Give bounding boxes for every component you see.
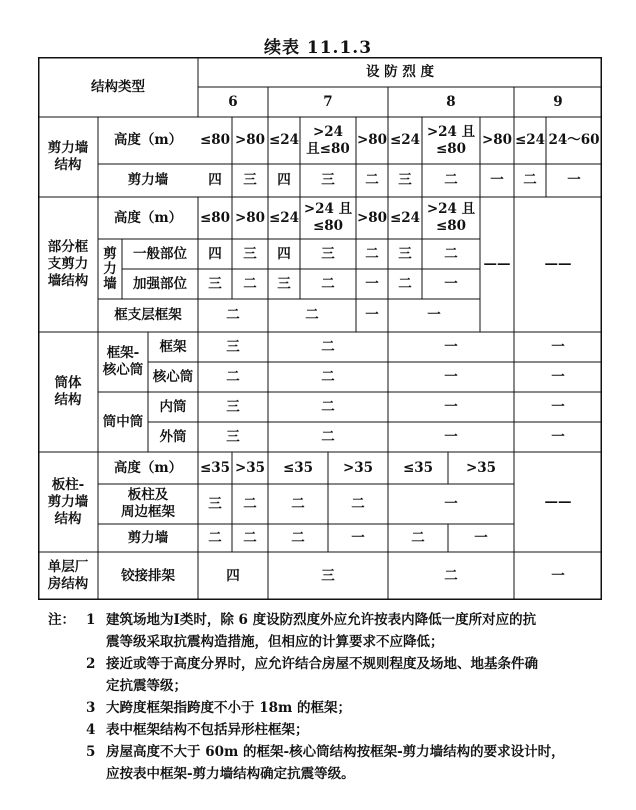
shear-wall-height-cell: >80 bbox=[481, 132, 513, 148]
partial-frame-cell: >80 bbox=[234, 209, 266, 226]
partial-frame-dash-8: —— bbox=[483, 256, 511, 272]
shear-wall-grade-cell: 三 bbox=[243, 172, 257, 188]
partial-frame-cell: 二 bbox=[398, 275, 412, 292]
single-storey-group: 单层厂 房结构 bbox=[47, 559, 89, 592]
notes-lead: 注： bbox=[48, 612, 75, 628]
note-line: 震等级采取抗震构造措施，但相应的计算要求不应降低； bbox=[106, 634, 444, 650]
header-intensity: 设 防 烈 度 bbox=[365, 63, 435, 80]
header-level-7: 7 bbox=[323, 93, 333, 110]
shear-wall-grade-cell: 三 bbox=[321, 172, 335, 188]
tube-in-tube-label: 筒中筒 bbox=[102, 413, 144, 430]
partial-frame-general-label: 一般部位 bbox=[133, 245, 187, 262]
shear-wall-height-cell: ≤24 bbox=[514, 132, 546, 148]
single-storey-label: 铰接排架 bbox=[121, 567, 175, 584]
partial-frame-cell: 一 bbox=[365, 275, 379, 292]
note-number: 2 bbox=[86, 656, 96, 672]
tube-cell: 三 bbox=[226, 338, 240, 355]
slab-column-cell: ≤35 bbox=[199, 459, 231, 476]
note-line: 定抗震等级； bbox=[106, 678, 187, 694]
note-number: 5 bbox=[86, 744, 96, 760]
slab-column-cell: >35 bbox=[234, 459, 266, 476]
partial-frame-cell: 二 bbox=[365, 245, 379, 262]
note-number: 3 bbox=[86, 700, 96, 716]
tube-cell: 二 bbox=[321, 368, 335, 385]
shear-wall-height-cell: >80 bbox=[356, 132, 388, 148]
slab-column-frame-label: 板柱及 周边框架 bbox=[121, 487, 175, 520]
tube-cell: 一 bbox=[444, 368, 458, 385]
shear-wall-height-cell: ≤80 bbox=[199, 132, 231, 148]
slab-column-cell: 一 bbox=[351, 529, 365, 546]
slab-column-cell: 二 bbox=[351, 495, 365, 512]
tube-cell: 三 bbox=[226, 398, 240, 415]
partial-frame-strengthened-label: 加强部位 bbox=[133, 275, 187, 292]
partial-frame-group: 部分框 支剪力 墙结构 bbox=[47, 239, 89, 289]
partial-frame-cell: ≤24 bbox=[389, 209, 421, 226]
table-notes bbox=[18, 609, 618, 785]
slab-column-cell: 二 bbox=[208, 529, 222, 546]
partial-frame-cell: 二 bbox=[305, 307, 319, 323]
tube-cell: 一 bbox=[444, 338, 458, 355]
shear-wall-grade-cell: 四 bbox=[208, 172, 222, 188]
tube-tt-outer-label: 外筒 bbox=[159, 428, 187, 445]
tube-fc-frame-label: 框架 bbox=[159, 338, 187, 355]
single-storey-cell: 四 bbox=[226, 567, 240, 584]
note-number: 1 bbox=[86, 612, 96, 628]
shear-wall-height-cell: >24 且 ≤80 bbox=[426, 123, 476, 157]
partial-frame-cell: 二 bbox=[226, 307, 240, 323]
note-line: 房屋高度不大于 60m 的框架-核心筒结构按框架-剪力墙结构的要求设计时， bbox=[106, 744, 565, 760]
slab-column-cell: >35 bbox=[342, 459, 374, 476]
slab-column-cell: 二 bbox=[243, 529, 257, 546]
partial-frame-cell: 三 bbox=[277, 275, 291, 292]
tube-cell: 一 bbox=[551, 338, 565, 355]
header-level-8: 8 bbox=[446, 93, 456, 110]
partial-frame-cell: 三 bbox=[243, 245, 257, 262]
tube-fc-core-label: 核心筒 bbox=[152, 368, 194, 385]
tube-cell: 一 bbox=[551, 368, 565, 385]
slab-column-cell: 二 bbox=[243, 495, 257, 512]
slab-column-cell: 二 bbox=[291, 529, 305, 546]
tube-cell: 二 bbox=[321, 338, 335, 355]
slab-column-group: 板柱- 剪力墙 结构 bbox=[47, 476, 89, 527]
shear-wall-height-label: 高度（m） bbox=[113, 132, 183, 148]
shear-wall-height-cell: >24 且≤80 bbox=[306, 123, 350, 157]
header-level-9: 9 bbox=[553, 93, 563, 110]
slab-column-cell: 一 bbox=[474, 529, 488, 546]
tube-cell: 一 bbox=[551, 428, 565, 445]
partial-frame-cell: 一 bbox=[365, 307, 379, 323]
note-3 bbox=[18, 697, 618, 719]
note-line: 表中框架结构不包括异形柱框架； bbox=[106, 722, 309, 738]
shear-wall-height-cell: 24～60 bbox=[548, 132, 600, 148]
single-storey-cell: 二 bbox=[444, 567, 458, 584]
slab-column-dash-9: —— bbox=[544, 493, 572, 510]
partial-frame-cell: >80 bbox=[356, 209, 388, 226]
single-storey-cell: 三 bbox=[321, 567, 335, 584]
tube-cell: 一 bbox=[444, 398, 458, 415]
partial-frame-cell: ≤24 bbox=[268, 209, 300, 226]
partial-frame-height-label: 高度（m） bbox=[113, 209, 183, 226]
partial-frame-cell: 四 bbox=[208, 245, 222, 262]
shear-wall-grade-cell: 三 bbox=[398, 172, 412, 188]
slab-column-cell: 二 bbox=[291, 495, 305, 512]
partial-frame-cell: 二 bbox=[243, 275, 257, 292]
shear-wall-grade-cell: 一 bbox=[567, 172, 581, 188]
note-number: 4 bbox=[86, 722, 96, 738]
shear-wall-height-cell: >80 bbox=[234, 132, 266, 148]
tube-tt-inner-label: 内筒 bbox=[159, 398, 187, 415]
table-title: 续表 11.1.3 bbox=[263, 38, 373, 58]
slab-column-cell: 三 bbox=[208, 495, 222, 512]
partial-frame-wall-label: 剪 力 墙 bbox=[103, 245, 117, 292]
partial-frame-cell: 二 bbox=[321, 275, 335, 292]
shear-wall-group: 剪力墙 结构 bbox=[47, 140, 89, 173]
note-5 bbox=[18, 741, 618, 785]
partial-frame-cell: 一 bbox=[444, 275, 458, 292]
note-2 bbox=[18, 653, 618, 697]
tube-frame-core-label: 框架- 核心筒 bbox=[102, 345, 144, 378]
note-line: 接近或等于高度分界时，应允许结合房屋不规则程度及场地、地基条件确 bbox=[106, 656, 538, 672]
tube-cell: 二 bbox=[226, 368, 240, 385]
tube-cell: 三 bbox=[226, 428, 240, 445]
shear-wall-grade-cell: 二 bbox=[444, 172, 458, 188]
note-1 bbox=[18, 609, 618, 653]
seismic-grade-table bbox=[38, 57, 602, 600]
shear-wall-grade-cell: 二 bbox=[523, 172, 537, 188]
slab-column-cell: ≤35 bbox=[402, 459, 434, 476]
note-line: 应按表中框架-剪力墙结构确定抗震等级。 bbox=[106, 766, 355, 782]
tube-group: 筒体 结构 bbox=[54, 375, 82, 408]
shear-wall-height-cell: ≤24 bbox=[268, 132, 300, 148]
shear-wall-wall-label: 剪力墙 bbox=[127, 172, 169, 188]
tube-cell: 一 bbox=[551, 398, 565, 415]
note-line: 大跨度框架指跨度不小于 18m 的框架； bbox=[106, 700, 351, 716]
slab-column-cell: ≤35 bbox=[282, 459, 314, 476]
tube-cell: 一 bbox=[444, 428, 458, 445]
shear-wall-grade-cell: 二 bbox=[365, 172, 379, 188]
partial-frame-cell: >24 且 ≤80 bbox=[426, 201, 476, 234]
partial-frame-cell: 三 bbox=[398, 245, 412, 262]
partial-frame-cell: 三 bbox=[321, 245, 335, 262]
header-structure-type: 结构类型 bbox=[91, 78, 145, 95]
header-level-6: 6 bbox=[228, 93, 238, 110]
partial-frame-cell: 二 bbox=[444, 245, 458, 262]
partial-frame-cell: 一 bbox=[427, 307, 441, 323]
slab-column-cell: >35 bbox=[465, 459, 497, 476]
note-line: 建筑场地为Ⅰ类时，除 6 度设防烈度外应允许按表内降低一度所对应的抗 bbox=[106, 612, 537, 628]
slab-column-cell: 一 bbox=[444, 495, 458, 512]
tube-cell: 二 bbox=[321, 428, 335, 445]
shear-wall-grade-cell: 四 bbox=[277, 172, 291, 188]
shear-wall-height-cell: ≤24 bbox=[389, 132, 421, 148]
slab-column-cell: 二 bbox=[411, 529, 425, 546]
partial-frame-dash-9: —— bbox=[544, 256, 572, 272]
partial-frame-cell: 三 bbox=[208, 275, 222, 292]
slab-column-height-label: 高度（m） bbox=[113, 459, 183, 476]
partial-frame-cell: >24 且 ≤80 bbox=[303, 201, 353, 234]
shear-wall-grade-cell: 一 bbox=[490, 172, 504, 188]
partial-frame-cell: 四 bbox=[277, 245, 291, 262]
single-storey-cell: 一 bbox=[551, 567, 565, 584]
slab-column-wall-label: 剪力墙 bbox=[127, 529, 169, 546]
note-4 bbox=[18, 719, 618, 741]
partial-frame-frame-label: 框支层框架 bbox=[114, 307, 182, 323]
tube-cell: 二 bbox=[321, 398, 335, 415]
partial-frame-cell: ≤80 bbox=[199, 209, 231, 226]
